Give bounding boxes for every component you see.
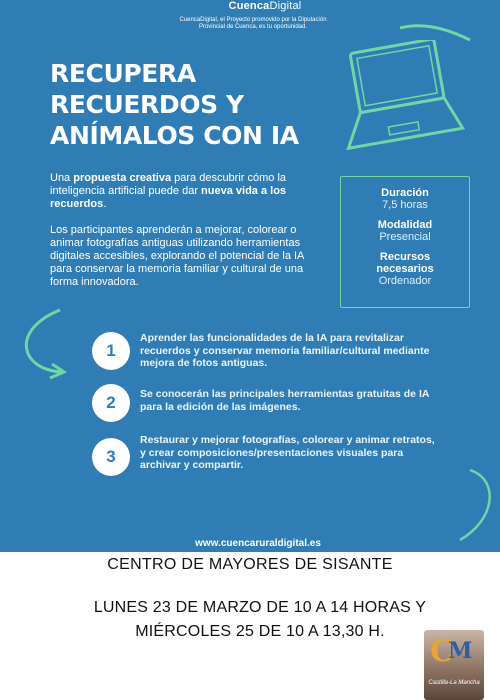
title-line-2: RECUERDOS Y [50, 90, 244, 119]
laptop-icon [328, 40, 478, 150]
brand-bold: Cuenca [228, 0, 270, 12]
brand-logo [200, 0, 330, 12]
number-badge: 2 [92, 384, 130, 422]
dates-text [60, 596, 460, 644]
event-details [0, 552, 500, 700]
resources-value: Ordenador [378, 275, 432, 287]
mode-label: Modalidad [377, 219, 433, 231]
duration-value: 7,5 horas [382, 199, 428, 211]
title-line-3: ANÍMALOS CON IA [50, 121, 299, 150]
website-link[interactable]: www.cuencaruraldigital.es [195, 538, 321, 549]
resources-label: Recursos necesarios [376, 251, 434, 275]
intro-text: Una propuesta creativa para descubrir cómo la inteligencia artificial puede dar nueva vida a los recuerdos. [50, 172, 287, 210]
brand-subtitle: CuencaDigital, el Proyecto promovido por la Diputación Provincial de Cuenca, es tu oportunidad. [179, 17, 327, 30]
info-box [340, 176, 470, 308]
duration-label: Duración [381, 187, 429, 199]
venue-text: CENTRO DE MAYORES DE SISANTE [107, 556, 393, 573]
list-item-text: Restaurar y mejorar fotografías, colorear y animar retratos, y crear composiciones/presentaciones visuales para archivar y compartir. [140, 434, 435, 471]
dates-line-2: MIÉRCOLES 25 DE 10 A 13,30 H. [135, 623, 385, 640]
dates-line-1: LUNES 23 DE MARZO DE 10 A 14 HORAS Y [93, 599, 427, 616]
number-badge: 3 [92, 438, 130, 476]
description-text: Los participantes aprenderán a mejorar, colorear o animar fotografías antiguas utilizando herramientas digitales accesibles, explorando el potencial de la IA para conservar la memoria familiar y cultural de una forma innovadora. [50, 224, 304, 288]
castilla-la-mancha-logo: C M Castilla-La Mancha [424, 630, 484, 700]
brand-light: Digital [269, 0, 302, 12]
list-item-text: Aprender las funcionalidades de la IA para revitalizar recuerdos y conservar memoria familiar/cultural mediante mejora de fotos antiguas. [140, 332, 430, 369]
logo-text: Castilla-La Mancha [428, 680, 480, 686]
page-title [50, 58, 320, 151]
title-line-1: RECUPERA [50, 59, 196, 88]
number-badge: 1 [92, 332, 130, 370]
mode-value: Presencial [379, 231, 431, 243]
list-item-text: Se conocerán las principales herramientas gratuitas de IA para la edición de las imágenes. [140, 388, 430, 413]
